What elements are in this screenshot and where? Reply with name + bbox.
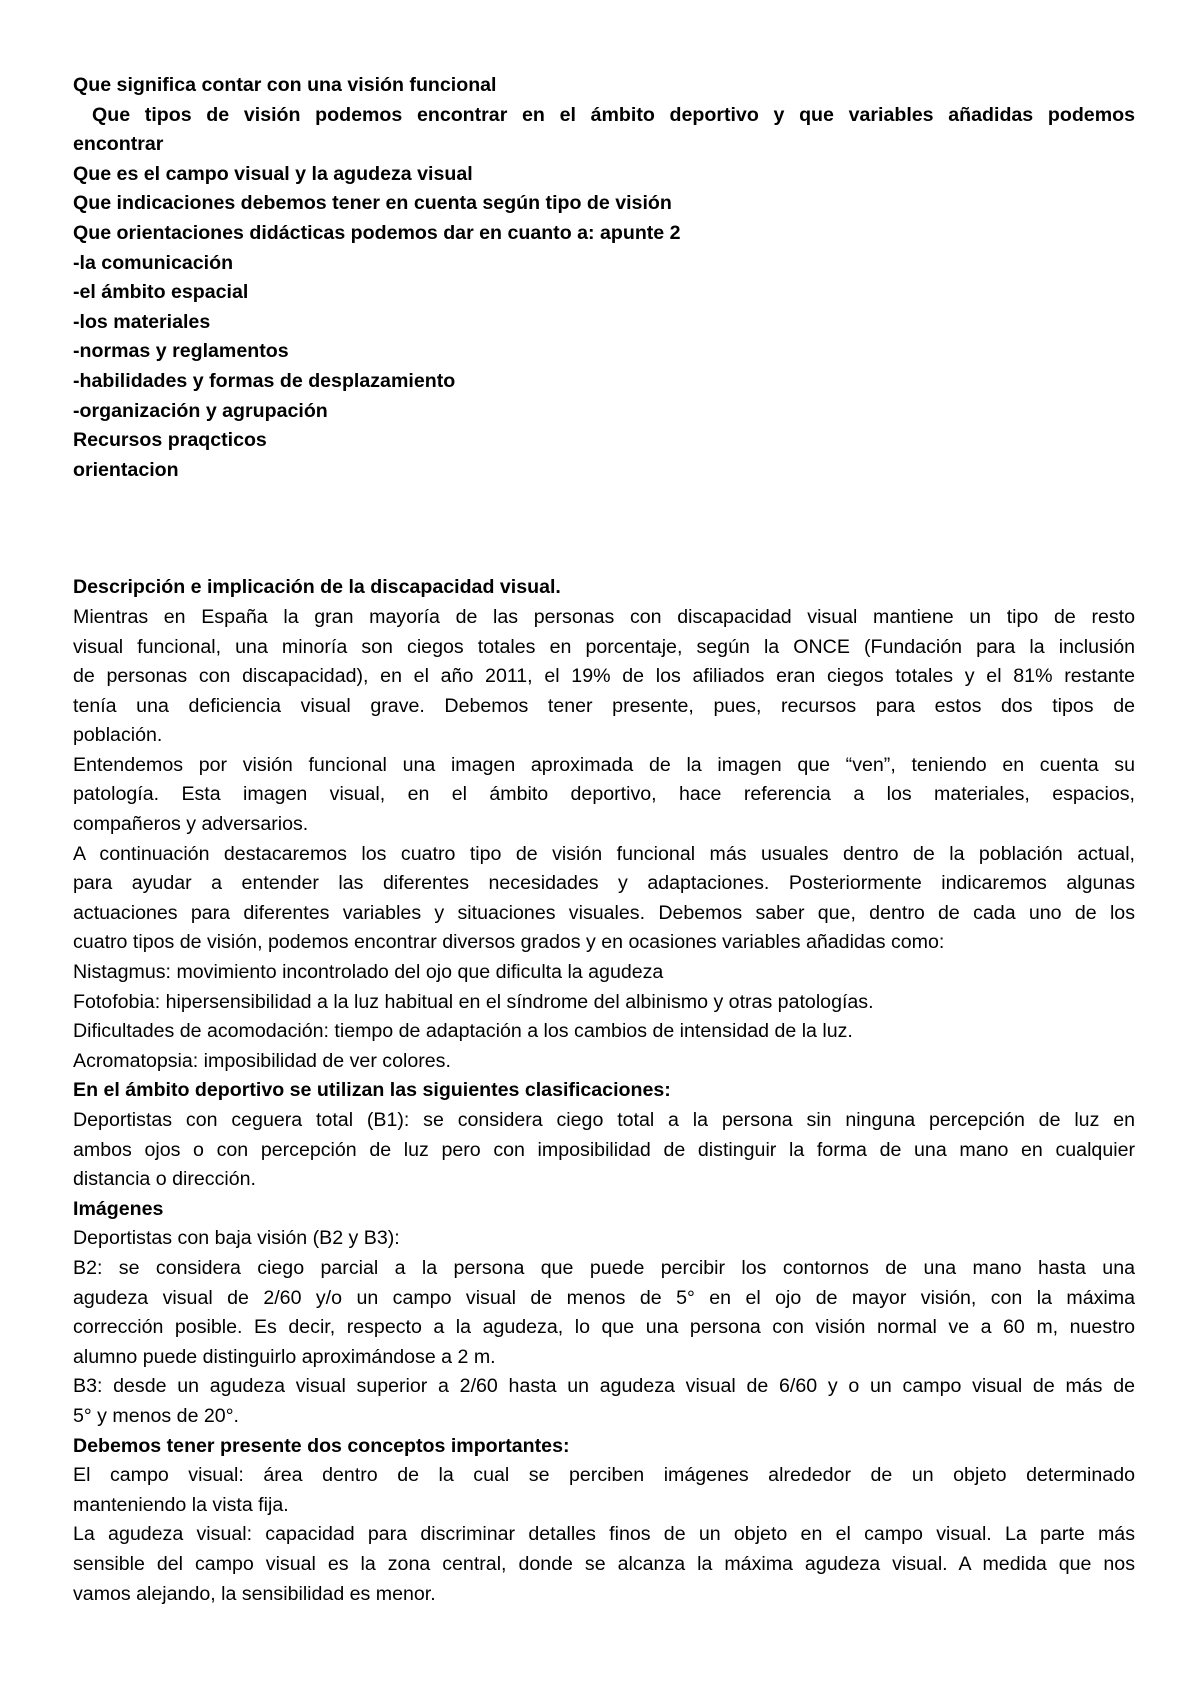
outline-item: -los materiales [73, 310, 211, 333]
variable-line: Acromatopsia: imposibilidad de ver colores. [73, 1049, 451, 1072]
paragraph-line: alumno puede distinguirlo aproximándose a 2 m. [73, 1345, 496, 1368]
section-heading: Descripción e implicación de la discapacidad visual. [73, 576, 561, 599]
paragraph-line: para ayudar a entender las diferentes necesidades y adaptaciones. Posteriormente indicaremos algunas [73, 872, 1135, 895]
paragraph-line: población. [73, 724, 163, 747]
outline-line: encontrar [73, 133, 164, 156]
outline-item: -el ámbito espacial [73, 281, 249, 304]
paragraph-line: 5° y menos de 20°. [73, 1404, 239, 1427]
section-heading: En el ámbito deportivo se utilizan las siguientes clasificaciones: [73, 1079, 671, 1102]
section-gap [73, 485, 1135, 573]
paragraph-line: sensible del campo visual es la zona central, donde se alcanza la máxima agudeza visual. A medida que nos [73, 1552, 1135, 1575]
variable-line: Fotofobia: hipersensibilidad a la luz habitual en el síndrome del albinismo y otras patologías. [73, 990, 874, 1013]
outline-line: Que tipos de visión podemos encontrar en el ámbito deportivo y que variables añadidas podemos [92, 103, 1135, 126]
paragraph-line: La agudeza visual: capacidad para discriminar detalles finos de un objeto en el campo visual. La parte más [73, 1523, 1135, 1546]
paragraph-line: Deportistas con baja visión (B2 y B3): [73, 1227, 400, 1250]
paragraph-line: ambos ojos o con percepción de luz pero con imposibilidad de distinguir la forma de una mano en cualquier [73, 1138, 1135, 1161]
section-heading: Imágenes [73, 1197, 164, 1220]
outline-item: -normas y reglamentos [73, 340, 289, 363]
paragraph-line: agudeza visual de 2/60 y/o un campo visual de menos de 5° en el ojo de mayor visión, con la máxima [73, 1286, 1135, 1309]
outline-line: Que es el campo visual y la agudeza visual [73, 162, 473, 185]
paragraph-line: cuatro tipos de visión, podemos encontrar diversos grados y en ocasiones variables añadidas como: [73, 931, 945, 954]
outline-item: -la comunicación [73, 251, 234, 274]
paragraph-line: B2: se considera ciego parcial a la persona que puede percibir los contornos de una mano hasta una [73, 1256, 1135, 1279]
outline-line: Que significa contar con una visión funcional [73, 74, 497, 96]
paragraph-line: A continuación destacaremos los cuatro tipo de visión funcional más usuales dentro de la población actual, [73, 842, 1135, 865]
outline-line: Que indicaciones debemos tener en cuenta según tipo de visión [73, 192, 672, 215]
paragraph-line: actuaciones para diferentes variables y situaciones visuales. Debemos saber que, dentro de cada uno de los [73, 901, 1135, 924]
paragraph-line: distancia o dirección. [73, 1168, 256, 1191]
section-heading: Debemos tener presente dos conceptos importantes: [73, 1434, 570, 1457]
paragraph-line: Deportistas con ceguera total (B1): se considera ciego total a la persona sin ninguna percepción de luz en [73, 1109, 1135, 1131]
document-page [73, 71, 1135, 1609]
outline-line: Que orientaciones didácticas podemos dar en cuanto a: apunte 2 [73, 221, 681, 244]
paragraph-line: visual funcional, una minoría son ciegos totales en porcentaje, según la ONCE (Fundación para la inclusión [73, 635, 1135, 658]
variable-line: Dificultades de acomodación: tiempo de adaptación a los cambios de intensidad de la luz. [73, 1020, 853, 1043]
paragraph-line: patología. Esta imagen visual, en el ámbito deportivo, hace referencia a los materiales, espacios, [73, 783, 1135, 806]
paragraph-line: Mientras en España la gran mayoría de las personas con discapacidad visual mantiene un tipo de resto [73, 605, 1135, 628]
paragraph-line: El campo visual: área dentro de la cual se perciben imágenes alrededor de un objeto determinado [73, 1464, 1135, 1487]
outline-section [73, 71, 1135, 485]
outline-line: Recursos praqcticos [73, 429, 267, 452]
body-section [73, 573, 1135, 1609]
paragraph-line: corrección posible. Es decir, respecto a la agudeza, lo que una persona con visión normal ve a 60 m, nuestro [73, 1316, 1135, 1339]
paragraph-line: de personas con discapacidad), en el año 2011, el 19% de los afiliados eran ciegos totales y el 81% restante [73, 665, 1135, 688]
paragraph-line: compañeros y adversarios. [73, 813, 309, 836]
paragraph-line: B3: desde un agudeza visual superior a 2/60 hasta un agudeza visual de 6/60 y o un campo visual de más de [73, 1375, 1135, 1398]
paragraph-line: Entendemos por visión funcional una imagen aproximada de la imagen que “ven”, teniendo en cuenta su [73, 753, 1135, 776]
outline-line: orientacion [73, 458, 179, 481]
paragraph-line: vamos alejando, la sensibilidad es menor. [73, 1582, 436, 1605]
paragraph-line: manteniendo la vista fija. [73, 1493, 289, 1516]
outline-item: -habilidades y formas de desplazamiento [73, 369, 456, 392]
paragraph-line: tenía una deficiencia visual grave. Debemos tener presente, pues, recursos para estos dos tipos de [73, 694, 1135, 717]
variable-line: Nistagmus: movimiento incontrolado del ojo que dificulta la agudeza [73, 961, 664, 984]
outline-item: -organización y agrupación [73, 399, 328, 422]
